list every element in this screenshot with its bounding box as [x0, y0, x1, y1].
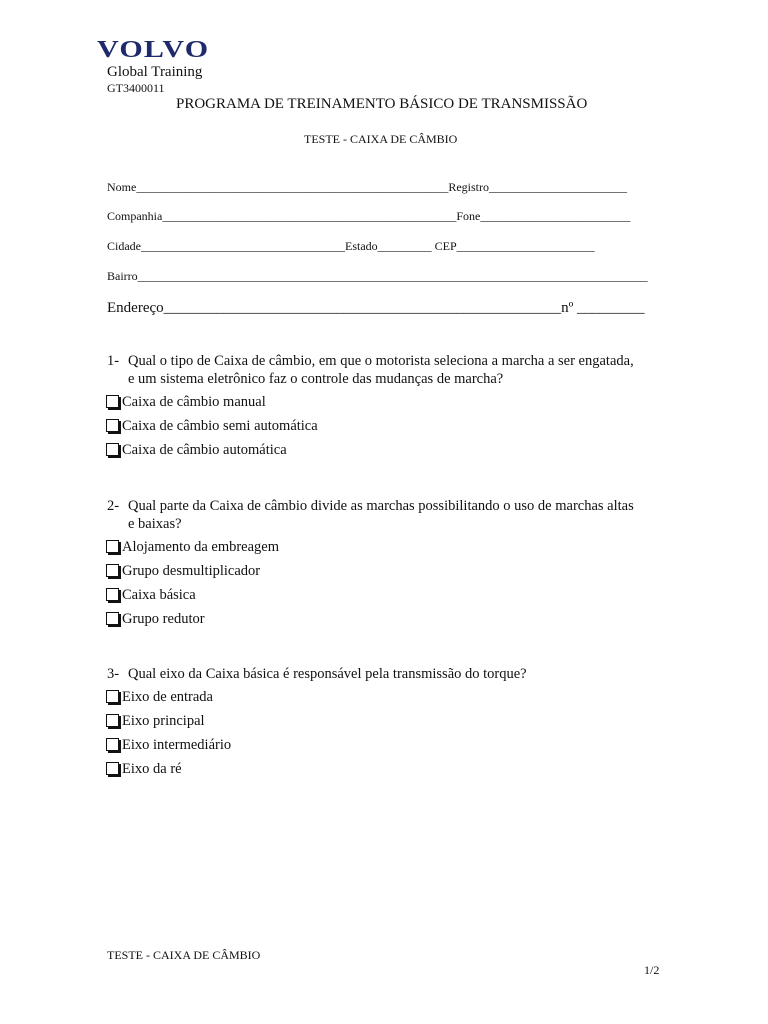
option-label: Grupo desmultiplicador: [122, 563, 261, 579]
option-label: Caixa de câmbio manual: [122, 394, 266, 410]
option-label: Alojamento da embreagem: [122, 539, 280, 555]
question-number: 2-: [107, 498, 120, 514]
form-row-cidade-estado-cep[interactable]: Cidade__________________________________Estado_________ CEP_______________________: [107, 239, 595, 253]
question-text-line1: Qual eixo da Caixa básica é responsável pela transmissão do torque?: [128, 666, 527, 682]
option-row[interactable]: [106, 737, 231, 754]
checkbox-icon[interactable]: [106, 738, 119, 751]
footer-label: TESTE - CAIXA DE CÂMBIO: [107, 948, 261, 962]
option-row[interactable]: [106, 713, 205, 730]
form-row-endereco[interactable]: Endereço_____________________________________________________nº _________: [107, 300, 645, 316]
option-label: Eixo principal: [122, 713, 205, 729]
program-title: PROGRAMA DE TREINAMENTO BÁSICO DE TRANSMISSÃO: [176, 96, 588, 112]
question-text-line2: e um sistema eletrônico faz o controle das mudanças de marcha?: [128, 371, 504, 387]
checkbox-icon[interactable]: [106, 714, 119, 727]
option-row[interactable]: [106, 563, 260, 580]
form-row-companhia-fone[interactable]: Companhia_________________________________________________Fone_________________________: [107, 209, 631, 223]
question-text-line1: Qual o tipo de Caixa de câmbio, em que o motorista seleciona a marcha a ser engatada,: [128, 353, 634, 369]
option-label: Eixo de entrada: [122, 689, 213, 705]
option-row[interactable]: [106, 587, 196, 604]
checkbox-icon[interactable]: [106, 443, 119, 456]
checkbox-icon[interactable]: [106, 588, 119, 601]
volvo-logo: VOLVO: [97, 37, 210, 63]
question-1: [107, 352, 667, 392]
option-label: Eixo da ré: [122, 761, 182, 777]
question-text-line1: Qual parte da Caixa de câmbio divide as marchas possibilitando o uso de marchas altas: [128, 498, 634, 514]
page-number: 1/2: [644, 963, 660, 977]
document-code: GT3400011: [107, 81, 165, 95]
checkbox-icon[interactable]: [106, 762, 119, 775]
checkbox-icon[interactable]: [106, 419, 119, 432]
question-2: [107, 497, 667, 537]
option-label: Grupo redutor: [122, 611, 205, 627]
form-row-bairro[interactable]: Bairro_____________________________________________________________________________________: [107, 269, 648, 283]
option-row[interactable]: [106, 761, 182, 778]
option-row[interactable]: [106, 611, 205, 628]
test-title: TESTE - CAIXA DE CÂMBIO: [304, 132, 458, 146]
option-label: Caixa de câmbio automática: [122, 442, 287, 458]
option-row[interactable]: [106, 418, 318, 435]
option-label: Eixo intermediário: [122, 737, 232, 753]
question-number: 1-: [107, 353, 120, 369]
option-label: Caixa básica: [122, 587, 196, 603]
option-row[interactable]: [106, 689, 213, 706]
checkbox-icon[interactable]: [106, 612, 119, 625]
checkbox-icon[interactable]: [106, 540, 119, 553]
question-3: [107, 665, 667, 685]
org-name: Global Training: [107, 64, 203, 80]
checkbox-icon[interactable]: [106, 395, 119, 408]
option-row[interactable]: [106, 442, 287, 459]
question-number: 3-: [107, 666, 120, 682]
option-row[interactable]: [106, 539, 279, 556]
option-row[interactable]: [106, 394, 266, 411]
checkbox-icon[interactable]: [106, 564, 119, 577]
form-row-name-registro[interactable]: Nome____________________________________________________Registro_______________________: [107, 180, 627, 194]
checkbox-icon[interactable]: [106, 690, 119, 703]
question-text-line2: e baixas?: [128, 516, 182, 532]
option-label: Caixa de câmbio semi automática: [122, 418, 318, 434]
